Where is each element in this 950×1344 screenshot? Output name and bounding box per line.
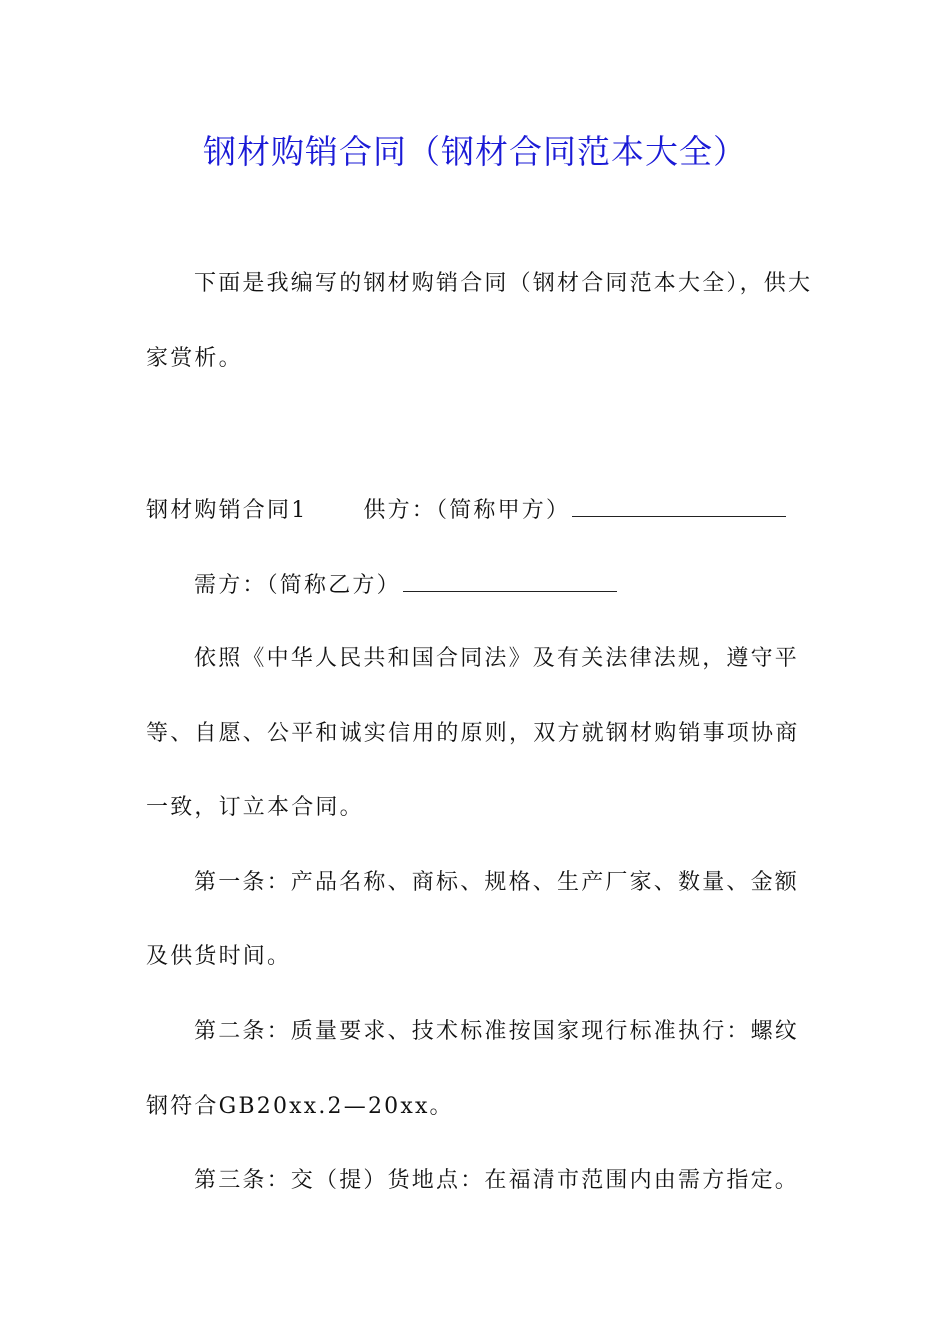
buyer-line (194, 569, 806, 601)
supplier-blank (572, 494, 786, 517)
article1-line-2: 及供货时间。 (146, 944, 292, 969)
preamble-line-1: 依照《中华人民共和国合同法》及有关法律法规，遵守平 (194, 646, 800, 671)
article1-line-1: 第一条：产品名称、商标、规格、生产厂家、数量、金额 (194, 870, 800, 895)
article3-line: 第三条：交（提）货地点：在福清市范围内由需方指定。 (194, 1168, 800, 1193)
preamble-line-2: 等、自愿、公平和诚实信用的原则，双方就钢材购销事项协商 (146, 721, 800, 746)
document-title: 钢材购销合同（钢材合同范本大全） (203, 132, 747, 171)
preamble-line-3: 一致，订立本合同。 (146, 795, 364, 820)
buyer-blank (403, 569, 617, 592)
contract-heading: 钢材购销合同1 (146, 498, 308, 523)
article2-line-2: 钢符合GB20xx.2—20xx。 (146, 1094, 454, 1119)
intro-line-1: 下面是我编写的钢材购销合同（钢材合同范本大全），供大 (194, 271, 813, 296)
supplier-line (146, 494, 806, 526)
supplier-label: 供方：（简称甲方） (363, 498, 571, 523)
buyer-label: 需方：（简称乙方） (194, 573, 401, 598)
intro-line-2: 家赏析。 (146, 346, 243, 371)
article2-line-1: 第二条：质量要求、技术标准按国家现行标准执行：螺纹 (194, 1019, 800, 1044)
